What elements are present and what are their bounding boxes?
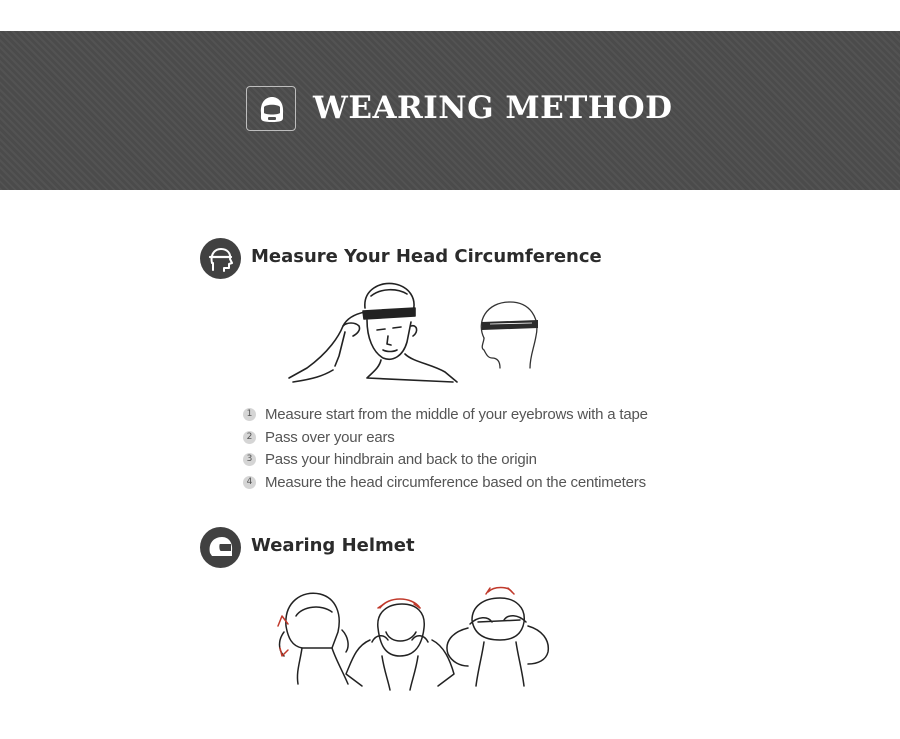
list-item bbox=[243, 426, 648, 449]
step-number: 1 bbox=[243, 408, 256, 421]
measuring-illustration bbox=[285, 278, 465, 386]
step-text: Pass your hindbrain and back to the origin bbox=[265, 451, 537, 469]
helmet-side-icon bbox=[200, 527, 241, 568]
list-item bbox=[243, 471, 648, 494]
step-number: 4 bbox=[243, 476, 256, 489]
step-text: Measure start from the middle of your eyebrows with a tape bbox=[265, 405, 648, 423]
list-item bbox=[243, 403, 648, 426]
helmet-icon bbox=[246, 86, 296, 131]
step-number: 2 bbox=[243, 431, 256, 444]
header-banner bbox=[0, 31, 900, 190]
measure-steps-list bbox=[243, 403, 648, 494]
section-title-wearing: Wearing Helmet bbox=[251, 535, 415, 556]
step-text: Measure the head circumference based on the centimeters bbox=[265, 473, 646, 491]
list-item bbox=[243, 448, 648, 471]
step-number: 3 bbox=[243, 453, 256, 466]
wearing-helmet-illustration bbox=[272, 586, 557, 694]
step-text: Pass over your ears bbox=[265, 428, 395, 446]
banner-title: WEARING METHOD bbox=[313, 90, 673, 126]
section-title-measure: Measure Your Head Circumference bbox=[251, 246, 602, 267]
head-measure-icon bbox=[200, 238, 241, 279]
head-band-illustration bbox=[470, 296, 550, 372]
